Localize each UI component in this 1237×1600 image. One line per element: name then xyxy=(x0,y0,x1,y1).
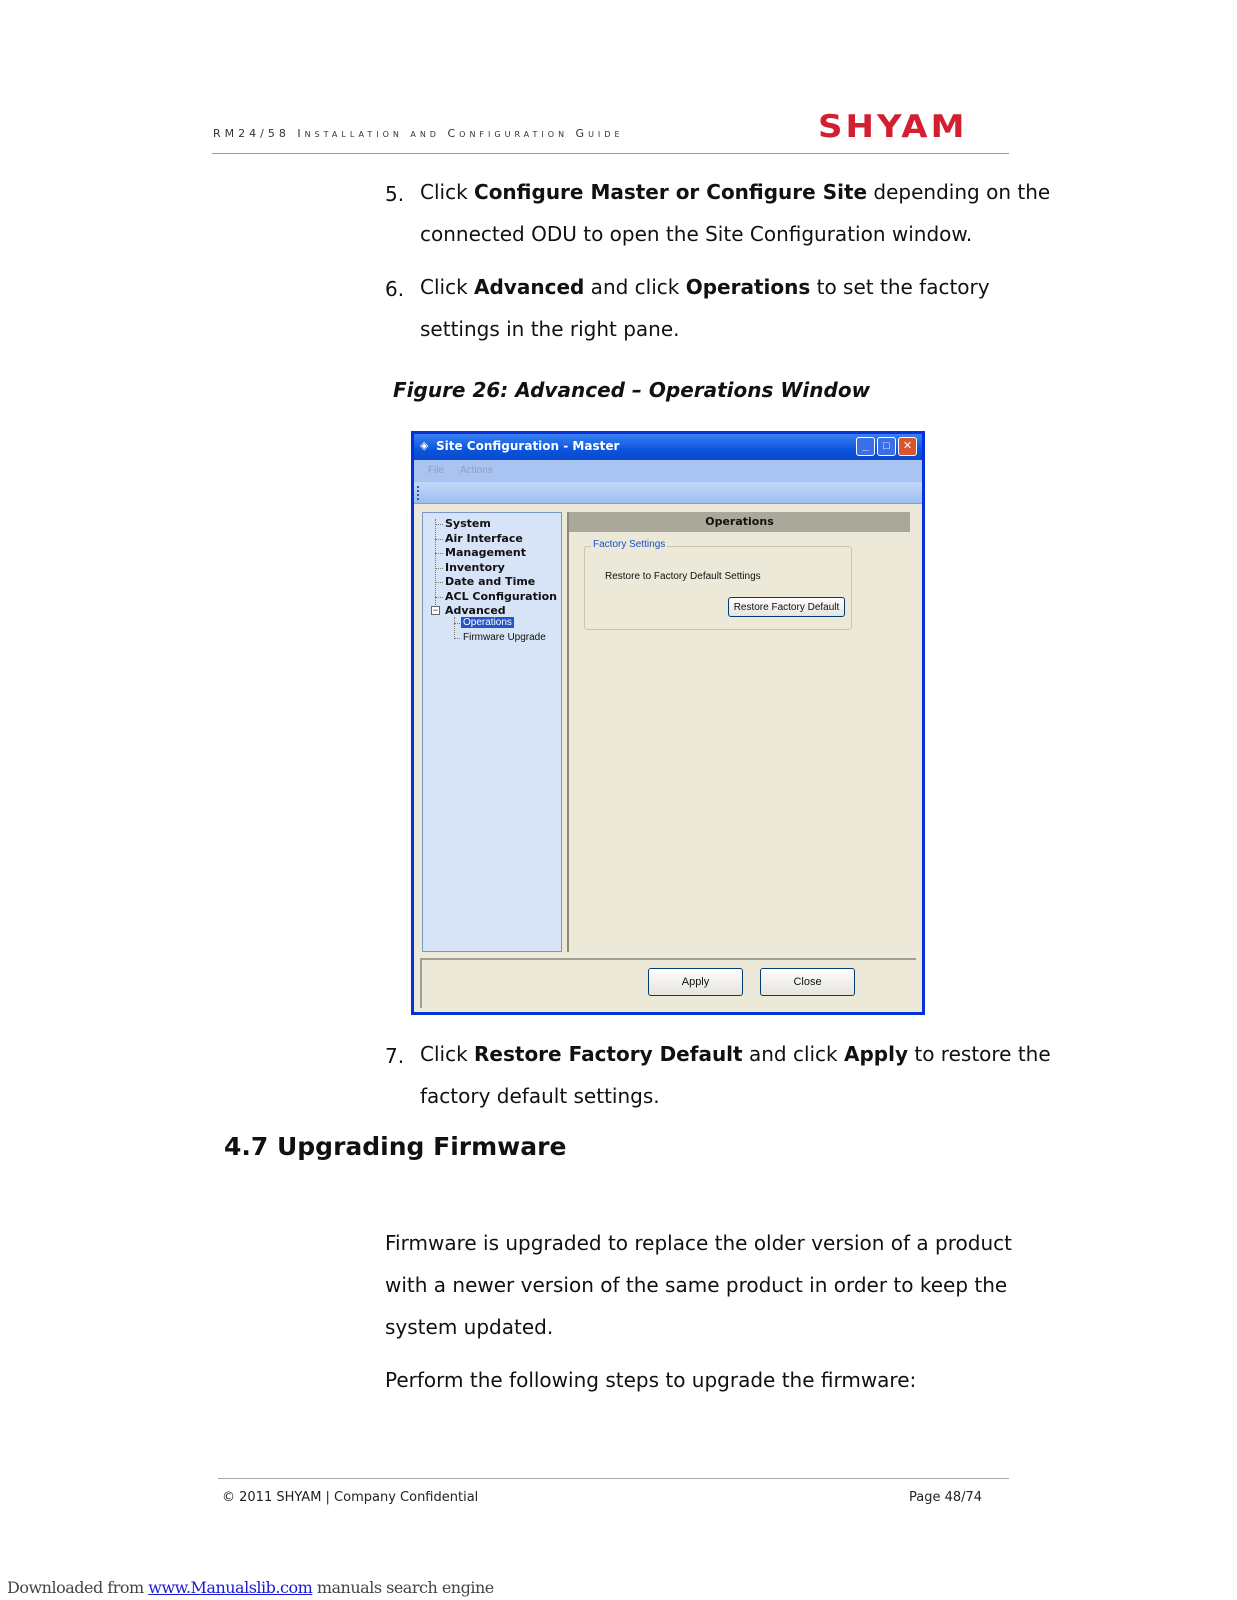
tree-connector xyxy=(435,582,443,583)
toolbar-grip-icon[interactable] xyxy=(417,486,419,500)
manualslib-link[interactable]: www.Manualslib.com xyxy=(148,1578,313,1597)
paragraph-line: system updated. xyxy=(385,1315,554,1339)
step-number: 5. xyxy=(385,182,405,206)
tree-connector xyxy=(435,524,443,525)
step-number: 7. xyxy=(385,1044,405,1068)
tree-item-operations[interactable]: Operations xyxy=(463,617,512,628)
tree-connector xyxy=(454,623,460,624)
footer-divider xyxy=(218,1478,1009,1479)
tree-item-acl-configuration[interactable]: ACL Configuration xyxy=(445,590,558,603)
group-title: Factory Settings xyxy=(593,539,666,550)
restore-factory-default-button[interactable]: Restore Factory Default xyxy=(728,597,845,617)
figure-caption: Figure 26: Advanced – Operations Window xyxy=(393,378,871,402)
tree-item-air-interface[interactable]: Air Interface xyxy=(445,532,523,545)
navigation-tree xyxy=(422,512,562,952)
toolbar xyxy=(414,482,922,504)
tree-item-advanced[interactable]: Advanced xyxy=(445,604,506,617)
page-number: Page 48/74 xyxy=(909,1490,983,1505)
restore-label: Restore to Factory Default Settings xyxy=(605,571,761,582)
document-header-title: RM24/58 Installation and Configuration Guide xyxy=(213,127,624,140)
pane-title: Operations xyxy=(569,512,910,532)
collapse-icon[interactable]: − xyxy=(432,605,439,615)
paragraph-line: Perform the following steps to upgrade the firmware: xyxy=(385,1368,917,1392)
tree-item-system[interactable]: System xyxy=(445,517,491,530)
step-7-line-2: factory default settings. xyxy=(420,1084,660,1108)
factory-settings-group xyxy=(584,539,852,630)
download-banner: Downloaded from www.Manualslib.com manuals search engine xyxy=(7,1578,494,1597)
tree-connector xyxy=(435,597,443,598)
apply-button[interactable]: Apply xyxy=(648,968,743,996)
dialog-button-bar xyxy=(420,958,916,1008)
site-configuration-window xyxy=(411,431,925,1015)
header-divider xyxy=(212,153,1009,154)
step-6-line-1: Click Advanced and click Operations to set the factory xyxy=(420,275,990,299)
paragraph-line: Firmware is upgraded to replace the older version of a product xyxy=(385,1231,1012,1255)
close-button[interactable]: Close xyxy=(760,968,855,996)
menu-actions[interactable]: Actions xyxy=(460,465,493,476)
step-5-line-1: Click Configure Master or Configure Site depending on the xyxy=(420,180,1051,204)
tree-item-date-and-time[interactable]: Date and Time xyxy=(445,575,536,588)
tree-item-inventory[interactable]: Inventory xyxy=(445,561,505,574)
shyam-logo: SHYAM xyxy=(818,108,968,146)
tree-connector xyxy=(435,568,443,569)
tree-item-firmware-upgrade[interactable]: Firmware Upgrade xyxy=(463,632,546,643)
section-heading: 4.7 Upgrading Firmware xyxy=(224,1132,567,1161)
menu-bar xyxy=(414,460,922,482)
tree-connector xyxy=(435,539,443,540)
close-icon[interactable]: ✕ xyxy=(898,437,917,456)
tree-item-management[interactable]: Management xyxy=(445,546,526,559)
operations-pane xyxy=(567,512,910,952)
minimize-icon[interactable]: _ xyxy=(856,437,875,456)
tree-connector xyxy=(454,617,455,639)
maximize-icon[interactable]: □ xyxy=(877,437,896,456)
paragraph-line: with a newer version of the same product in order to keep the xyxy=(385,1273,1008,1297)
step-6-line-2: settings in the right pane. xyxy=(420,317,680,341)
step-7-line-1: Click Restore Factory Default and click Apply to restore the xyxy=(420,1042,1051,1066)
window-title: Site Configuration - Master xyxy=(436,439,620,453)
window-titlebar[interactable] xyxy=(414,434,922,460)
menu-file[interactable]: File xyxy=(428,465,445,476)
tree-connector xyxy=(435,553,443,554)
step-number: 6. xyxy=(385,277,405,301)
step-5-line-2: connected ODU to open the Site Configuration window. xyxy=(420,222,973,246)
tree-connector xyxy=(454,638,460,639)
footer-copyright: © 2011 SHYAM | Company Confidential xyxy=(222,1490,479,1505)
app-icon: ◈ xyxy=(420,440,429,452)
tree-connector xyxy=(435,519,436,609)
